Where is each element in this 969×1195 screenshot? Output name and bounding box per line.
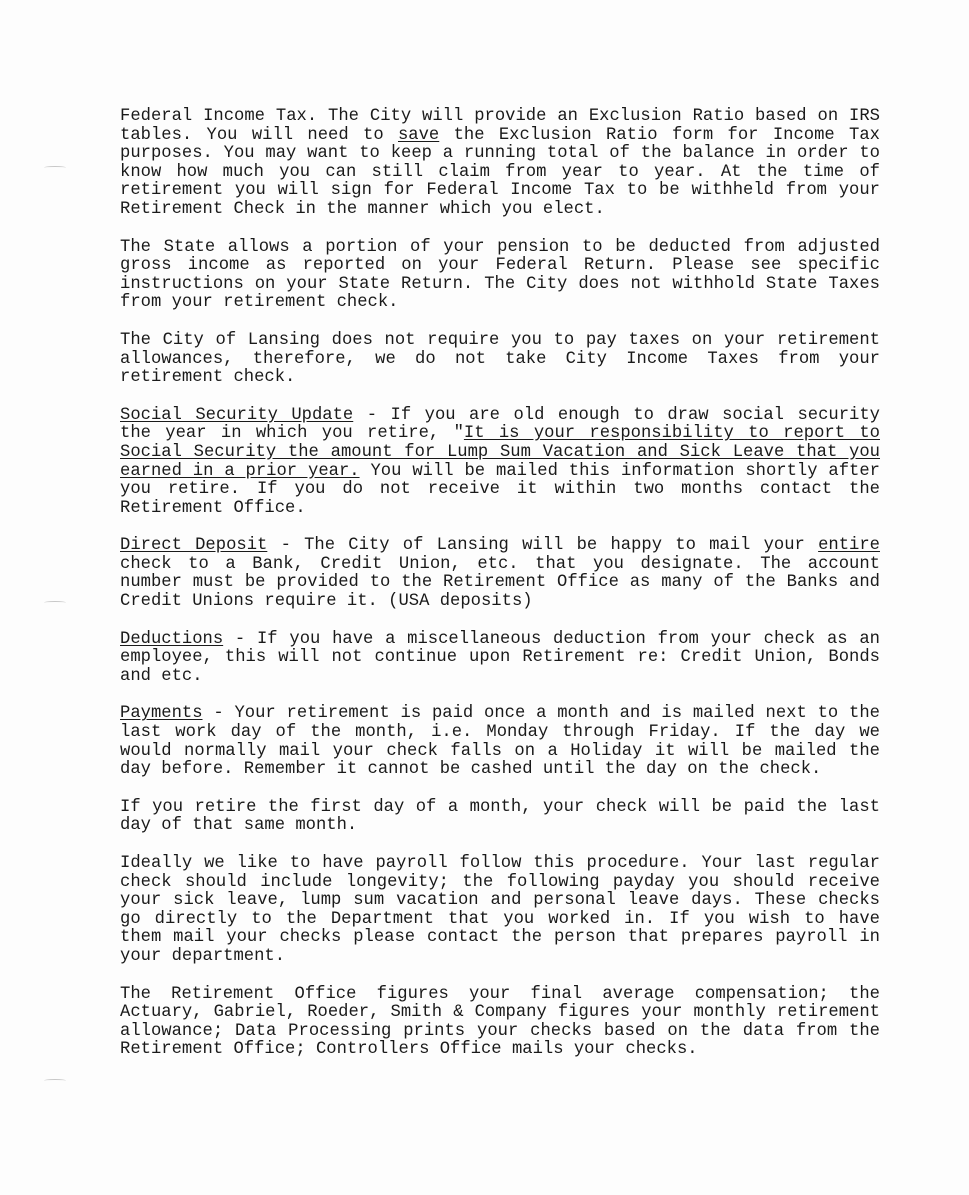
paragraph <box>120 631 880 687</box>
underlined-text: save <box>397 125 440 145</box>
scan-mark <box>44 166 66 169</box>
text-run: - Your retirement is paid once a month and is mailed next to the last work day of the month, i.e. Monday through Friday. If the day we would normally mail your check falls on a Holiday it will be mailed the day before. Remember it cannot be cashed until the day on the check. <box>120 704 880 780</box>
underlined-text: Payments <box>120 704 203 724</box>
underlined-text: Direct Deposit <box>120 536 268 556</box>
paragraph-gap <box>120 388 880 407</box>
paragraph <box>120 108 880 220</box>
paragraph <box>120 239 880 313</box>
paragraph-gap <box>120 686 880 705</box>
scan-mark <box>44 601 66 604</box>
underlined-text: entire <box>818 536 880 556</box>
underlined-text: Social Security Update <box>120 405 354 425</box>
text-run: Federal Income Tax. The City will provide an Exclusion Ratio based on IRS tables. You will need to <box>120 107 880 145</box>
text-run: - If you have a miscellaneous deduction from your check as an employee, this will not continue upon Retirement re: Credit Union, Bonds and etc. <box>120 629 880 686</box>
paragraph <box>120 407 880 519</box>
scan-mark <box>44 1079 66 1082</box>
paragraph-gap <box>120 836 880 855</box>
paragraph-gap <box>120 612 880 631</box>
underlined-text: It is your responsibility to report to Social Security the amount for Lump Sum Vacation and Sick Leave that you earned in a prior year. <box>120 424 880 481</box>
underlined-text: Deductions <box>120 629 224 649</box>
text-run: the Exclusion Ratio form for Income Tax purposes. You may want to keep a running total of the balance in order to know how much you can still claim from year to year. At the time of retirement you will sign for Federal Income Tax to be withheld from your Retirement Check in the manner which you elect. <box>120 125 880 219</box>
text-run: Ideally we like to have payroll follow this procedure. Your last regular check should include longevity; the following payday you should receive your sick leave, lump sum vacation and personal leave days. These checks go directly to the Department that you worked in. If you wish to have them mail your checks please contact the person that prepares payroll in your department. <box>120 854 880 966</box>
paragraph-gap <box>120 780 880 799</box>
text-run: - If you are old enough to draw social security the year in which you retire, " <box>120 405 880 444</box>
paragraph-gap <box>120 313 880 332</box>
paragraph <box>120 705 880 779</box>
paragraph <box>120 537 880 611</box>
text-run: If you retire the first day of a month, your check will be paid the last day of that same month. <box>120 797 880 836</box>
text-run: The City of Lansing does not require you to pay taxes on your retirement allowances, therefore, we do not take City Income Taxes from your retirement check. <box>120 330 880 388</box>
text-run: The Retirement Office figures your final average compensation; the Actuary, Gabriel, Roeder, Smith & Company figures your monthly retirement allowance; Data Processing prints your checks based on the data from the Retirement Office; Controllers Office mails your checks. <box>120 984 880 1060</box>
text-run: check to a Bank, Credit Union, etc. that you designate. The account number must be provided to the Retirement Office as many of the Banks and Credit Unions require it. (USA deposits) <box>120 554 880 612</box>
text-run: You will be mailed this information shortly after you retire. If you do not receive it within two months contact the Retirement Office. <box>120 461 880 518</box>
paragraph <box>120 855 880 967</box>
paragraph <box>120 986 880 1060</box>
document-body <box>120 108 880 1060</box>
paragraph <box>120 332 880 388</box>
paragraph-gap <box>120 518 880 537</box>
paragraph <box>120 799 880 836</box>
text-run: The State allows a portion of your pension to be deducted from adjusted gross income as reported on your Federal Return. Please see specific instructions on your State Return. The City does not withhold State Taxes from your retirement check. <box>120 237 880 313</box>
paragraph-gap <box>120 220 880 239</box>
paragraph-gap <box>120 967 880 986</box>
text-run: - The City of Lansing will be happy to mail your <box>267 536 819 556</box>
